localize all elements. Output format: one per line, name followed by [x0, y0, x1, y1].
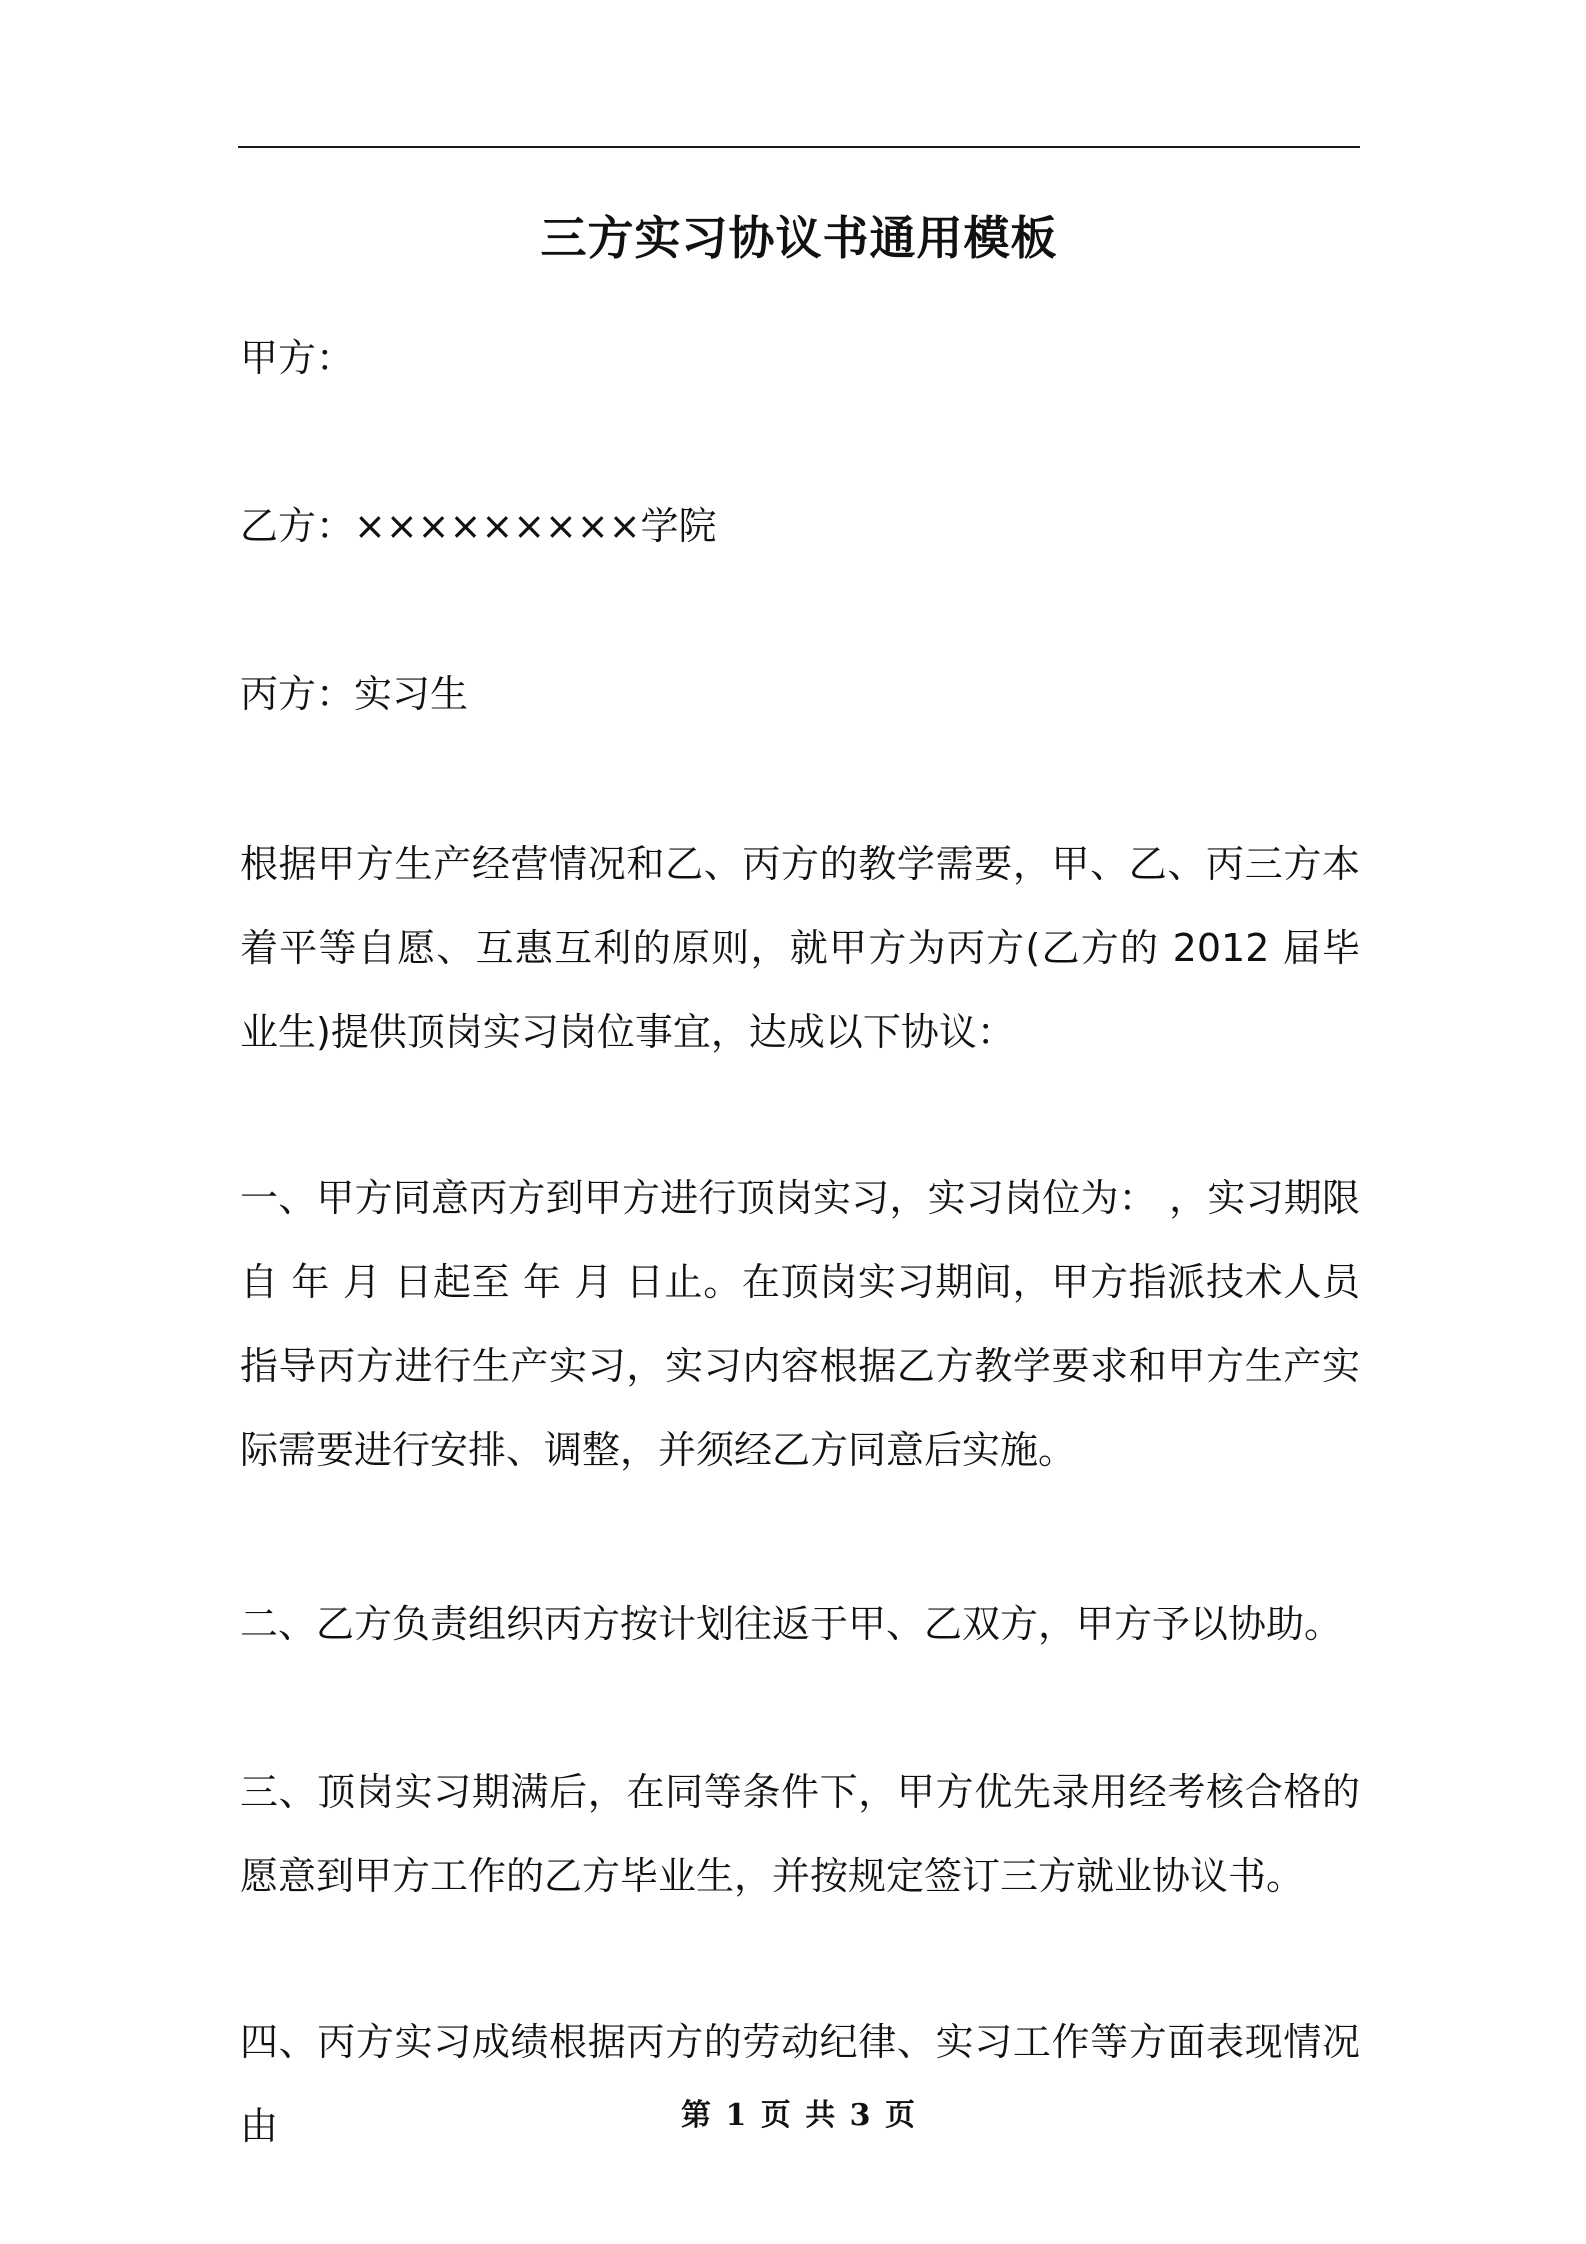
- clause-4-paragraph: 四、丙方实习成绩根据丙方的劳动纪律、实习工作等方面表现情况由: [240, 2020, 1360, 2148]
- party-a-line: 甲方：: [240, 336, 355, 380]
- document-title: 三方实习协议书通用模板: [540, 211, 1058, 265]
- clause-1-paragraph: 一、甲方同意丙方到甲方进行顶岗实习，实习岗位为： ，实习期限自 年 月 日起至 年 月 日止。在顶岗实习期间，甲方指派技术人员指导丙方进行生产实习，实习内容根据乙方教学要求和甲方生产实际需要进行安排、调整，并须经乙方同意后实施。: [240, 1176, 1360, 1472]
- intro-paragraph: 根据甲方生产经营情况和乙、丙方的教学需要，甲、乙、丙三方本着平等自愿、互惠互利的原则，就甲方为丙方(乙方的 2012 届毕业生)提供顶岗实习岗位事宜，达成以下协议：: [240, 842, 1360, 1054]
- header-rule: [238, 146, 1360, 148]
- page-number: 第 1 页 共 3 页: [681, 2098, 917, 2133]
- clause-3-paragraph: 三、顶岗实习期满后，在同等条件下，甲方优先录用经考核合格的愿意到甲方工作的乙方毕业生，并按规定签订三方就业协议书。: [240, 1770, 1360, 1898]
- party-c-line: 丙方：实习生: [240, 672, 469, 716]
- party-b-line: 乙方：×××××××××学院: [240, 504, 717, 548]
- clause-2-paragraph: 二、乙方负责组织丙方按计划往返于甲、乙双方，甲方予以协助。: [240, 1602, 1343, 1646]
